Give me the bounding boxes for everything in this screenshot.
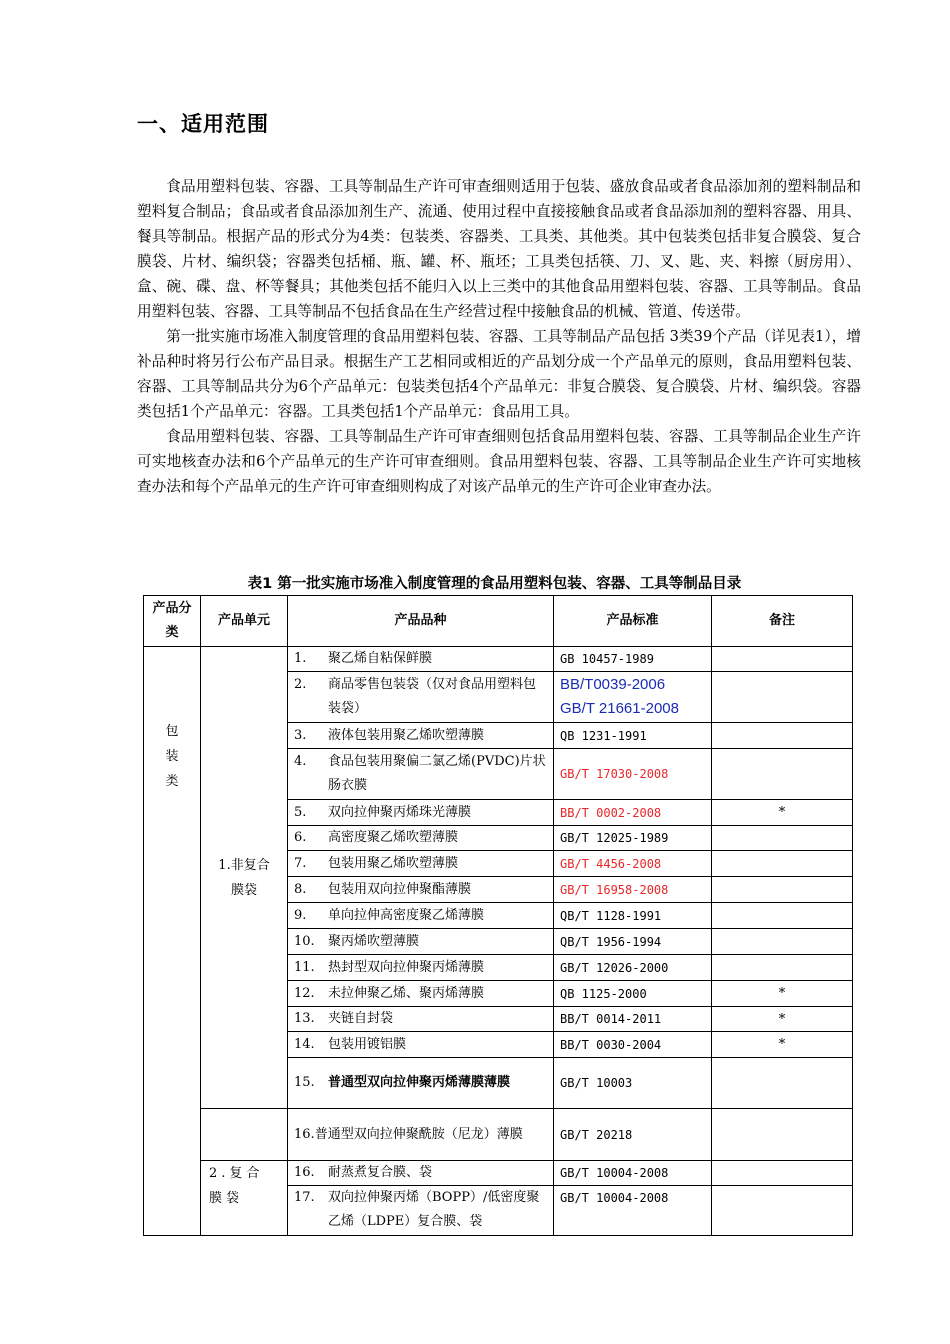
note-cell [712,647,853,672]
note-cell [712,826,853,851]
variety-cell [288,903,554,929]
variety-name: 包装用双向拉伸聚酯薄膜 [328,881,472,897]
row-number: 1. [294,651,307,666]
row-number: 10. [294,933,315,949]
row-number: 6. [294,830,307,845]
variety-name: 热封型双向拉伸聚丙烯薄膜 [328,959,485,975]
variety-cell [288,749,554,800]
row-number: 16. [294,1165,315,1180]
variety-cell [288,1186,554,1236]
body-text [137,174,861,499]
note-cell [712,1161,853,1186]
note-cell [712,749,853,800]
header-unit: 产品单元 [201,596,288,647]
note-cell [712,851,853,877]
variety-name: 未拉伸聚乙烯、聚丙烯薄膜 [328,985,485,1001]
row-number: 17. [294,1190,315,1205]
note-cell [712,1186,853,1236]
row-number: 13. [294,1011,315,1026]
variety-name: 商品零售包装袋（仅对食品用塑料包装袋） [328,677,537,716]
variety-cell [288,672,554,723]
row-number: 11. [294,959,315,975]
row-number: 15. [294,1075,315,1090]
unit-cell [201,647,288,1109]
table-row [144,1161,853,1186]
variety-name: 液体包装用聚乙烯吹塑薄膜 [328,727,485,743]
variety-cell [288,826,554,851]
variety-cell [288,1058,554,1109]
variety-name: 聚乙烯自粘保鲜膜 [328,651,433,666]
category-cell [144,647,201,1236]
header-variety: 产品品种 [288,596,554,647]
note-cell: * [712,981,853,1007]
row-number: 2. [294,677,307,692]
variety-cell [288,955,554,981]
standard-cell [554,672,712,723]
variety-name: 食品包装用聚偏二氯乙烯(PVDC)片状肠衣膜 [328,754,546,793]
row-number: 7. [294,855,307,871]
standard-cell: GB 10457-1989 [554,647,712,672]
note-cell [712,903,853,929]
standard-cell: GB/T 12026-2000 [554,955,712,981]
section-heading: 一、适用范围 [137,112,269,136]
variety-cell [288,800,554,826]
standard-code: BB/T0039-2006 [560,676,666,693]
standard-cell: GB/T 20218 [554,1109,712,1161]
standard-cell: GB/T 12025-1989 [554,826,712,851]
standard-cell: BB/T 0002-2008 [554,800,712,826]
standard-cell: QB/T 1956-1994 [554,929,712,955]
unit-cell-empty [201,1109,288,1161]
paragraph: 第一批实施市场准入制度管理的食品用塑料包装、容器、工具等制品产品包括 3类39个产品（详见表1），增补品种时将另行公布产品目录。根据生产工艺相同或相近的产品划分成一个产品单元的原则，食品用塑料包装、容器、工具等制品共分为6个产品单元：包装类包括4个产品单元：非复合膜袋、复合膜袋、片材、编织袋。容器类包括1个产品单元：容器。工具类包括1个产品单元：食品用工具。 [137,328,861,420]
table-row [144,647,853,672]
standard-cell: QB 1125-2000 [554,981,712,1007]
standard-cell: GB/T 10004-2008 [554,1186,712,1236]
note-cell: * [712,1007,853,1032]
variety-cell [288,877,554,903]
note-cell [712,672,853,723]
standard-code: GB/T 21661-2008 [560,700,679,717]
variety-cell [288,851,554,877]
standard-cell: GB/T 10003 [554,1058,712,1109]
standard-cell: GB/T 4456-2008 [554,851,712,877]
category-label: 包装类 [165,724,179,789]
note-cell [712,1058,853,1109]
standard-cell: BB/T 0030-2004 [554,1032,712,1058]
variety-cell [288,1032,554,1058]
variety-name: 耐蒸煮复合膜、袋 [328,1165,433,1180]
header-note: 备注 [712,596,853,647]
variety-name: 普通型双向拉伸聚酰胺（尼龙）薄膜 [314,1126,523,1142]
variety-name: 包装用聚乙烯吹塑薄膜 [328,855,459,871]
standard-cell: BB/T 0014-2011 [554,1007,712,1032]
paragraph: 食品用塑料包装、容器、工具等制品生产许可审查细则适用于包装、盛放食品或者食品添加剂的塑料制品和塑料复合制品；食品或者食品添加剂生产、流通、使用过程中直接接触食品或者食品添加剂的塑料容器、用具、餐具等制品。根据产品的形式分为4类：包装类、容器类、工具类、其他类。其中包装类包括非复合膜袋、复合膜袋、片材、编织袋；容器类包括桶、瓶、罐、杯、瓶坯；工具类包括筷、刀、叉、匙、夹、料擦（厨房用）、盒、碗、碟、盘、杯等餐具；其他类包括不能归入以上三类中的其他食品用塑料包装、容器、工具等制品。食品用塑料包装、容器、工具等制品不包括食品在生产经营过程中接触食品的机械、管道、传送带。 [137,178,861,320]
standard-cell: GB/T 17030-2008 [554,749,712,800]
variety-cell [288,647,554,672]
product-catalog-table [143,595,853,1236]
standard-cell: GB/T 10004-2008 [554,1161,712,1186]
note-cell [712,1109,853,1161]
table-row [144,1109,853,1161]
row-number: 3. [294,727,307,743]
note-cell: * [712,800,853,826]
variety-cell [288,1007,554,1032]
unit-cell [201,1161,288,1236]
note-cell [712,723,853,749]
row-number: 12. [294,985,315,1001]
table-header-row [144,596,853,647]
variety-cell [288,1109,554,1161]
row-number: 4. [294,754,307,769]
standard-cell: GB/T 16958-2008 [554,877,712,903]
variety-name: 夹链自封袋 [328,1011,394,1026]
row-number: 5. [294,804,307,820]
variety-cell [288,981,554,1007]
variety-name: 双向拉伸聚丙烯珠光薄膜 [328,804,472,820]
note-cell: * [712,1032,853,1058]
paragraph: 食品用塑料包装、容器、工具等制品生产许可审查细则包括食品用塑料包装、容器、工具等制品企业生产许可实地核查办法和6个产品单元的生产许可审查细则。食品用塑料包装、容器、工具等制品企业生产许可实地核查办法和每个产品单元的生产许可审查细则构成了对该产品单元的生产许可企业审查办法。 [137,428,861,495]
row-number: 16. [294,1126,315,1142]
variety-cell [288,1161,554,1186]
row-number: 14. [294,1036,315,1052]
unit-label: 1.非复合膜袋 [218,857,270,898]
header-standard: 产品标准 [554,596,712,647]
note-cell [712,929,853,955]
standard-cell: QB 1231-1991 [554,723,712,749]
row-number: 9. [294,907,307,923]
row-number: 8. [294,881,307,897]
variety-name: 双向拉伸聚丙烯（BOPP）/低密度聚乙烯（LDPE）复合膜、袋 [328,1190,540,1229]
note-cell [712,955,853,981]
variety-name: 单向拉伸高密度聚乙烯薄膜 [328,907,485,923]
variety-cell [288,723,554,749]
variety-name: 普通型双向拉伸聚丙烯薄膜薄膜 [328,1075,511,1090]
variety-name: 高密度聚乙烯吹塑薄膜 [328,830,459,845]
note-cell [712,877,853,903]
variety-name: 包装用镀铝膜 [328,1036,407,1052]
table-caption: 表1 第一批实施市场准入制度管理的食品用塑料包装、容器、工具等制品目录 [247,576,742,592]
header-category: 产品分类 [144,596,201,647]
variety-cell [288,929,554,955]
unit-label: 2.复合膜袋 [209,1166,264,1206]
standard-cell: QB/T 1128-1991 [554,903,712,929]
variety-name: 聚丙烯吹塑薄膜 [328,933,420,949]
